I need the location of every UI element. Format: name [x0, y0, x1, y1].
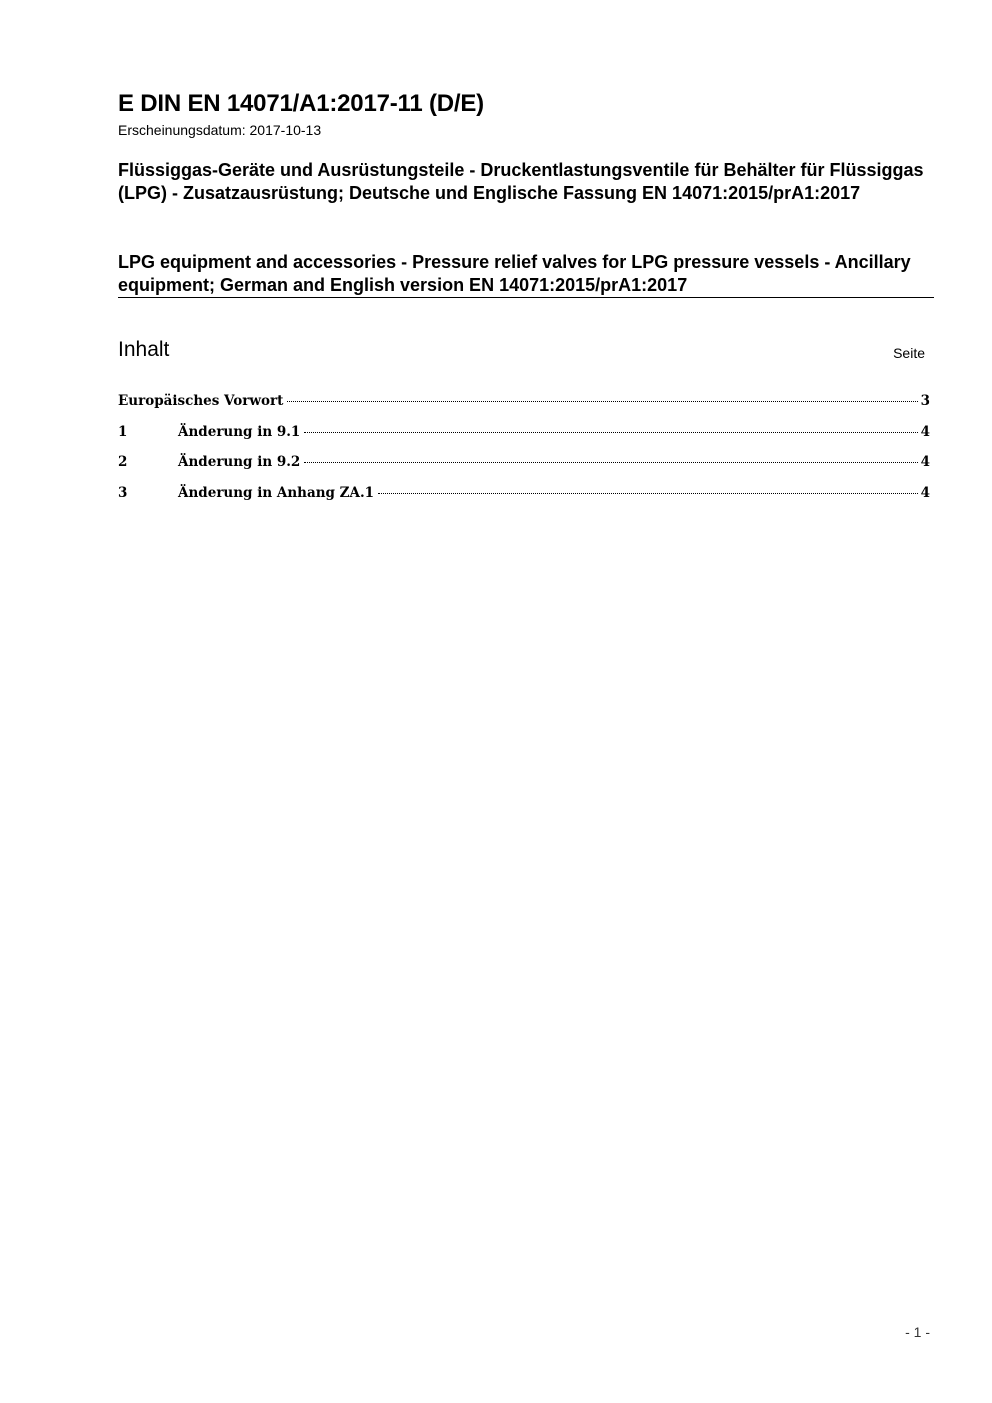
toc-dot-leader	[304, 462, 917, 463]
page-number: - 1 -	[905, 1324, 930, 1340]
toc-entry-title: Änderung in 9.2	[178, 454, 301, 470]
table-of-contents	[118, 393, 930, 515]
toc-entry-title: Änderung in 9.1	[178, 423, 301, 440]
toc-entry-1[interactable]	[118, 424, 930, 455]
toc-entry-foreword[interactable]	[118, 393, 930, 424]
toc-entry-title: Europäisches Vorwort	[118, 393, 284, 409]
toc-entry-number: 3	[118, 484, 128, 501]
toc-entry-page: 4	[920, 484, 930, 501]
toc-entry-2[interactable]	[118, 454, 930, 485]
toc-entry-page: 4	[920, 454, 930, 470]
toc-entry-page: 3	[920, 393, 930, 409]
toc-page-column-label: Seite	[893, 345, 925, 361]
toc-entry-3[interactable]	[118, 485, 930, 516]
publication-date: Erscheinungsdatum: 2017-10-13	[118, 122, 322, 138]
toc-entry-page: 4	[920, 423, 930, 440]
english-title: LPG equipment and accessories - Pressure relief valves for LPG pressure vessels - Ancillary equipment; German and English version EN 14071:2015/prA1:2017	[118, 252, 911, 295]
toc-heading: Inhalt	[118, 338, 170, 361]
toc-entry-number: 1	[118, 423, 128, 440]
toc-dot-leader	[287, 401, 917, 402]
toc-dot-leader	[378, 493, 918, 494]
toc-entry-title: Änderung in Anhang ZA.1	[178, 484, 375, 501]
toc-entry-number: 2	[118, 454, 128, 470]
title-divider	[118, 297, 934, 298]
german-title: Flüssiggas-Geräte und Ausrüstungsteile - Druckentlastungsventile für Behälter für Flüssiggas (LPG) - Zusatzausrüstung; Deutsche und Englische Fassung EN 14071:2015/prA1:2017	[118, 160, 924, 203]
document-id: E DIN EN 14071/A1:2017-11 (D/E)	[118, 90, 484, 117]
toc-dot-leader	[304, 432, 917, 433]
